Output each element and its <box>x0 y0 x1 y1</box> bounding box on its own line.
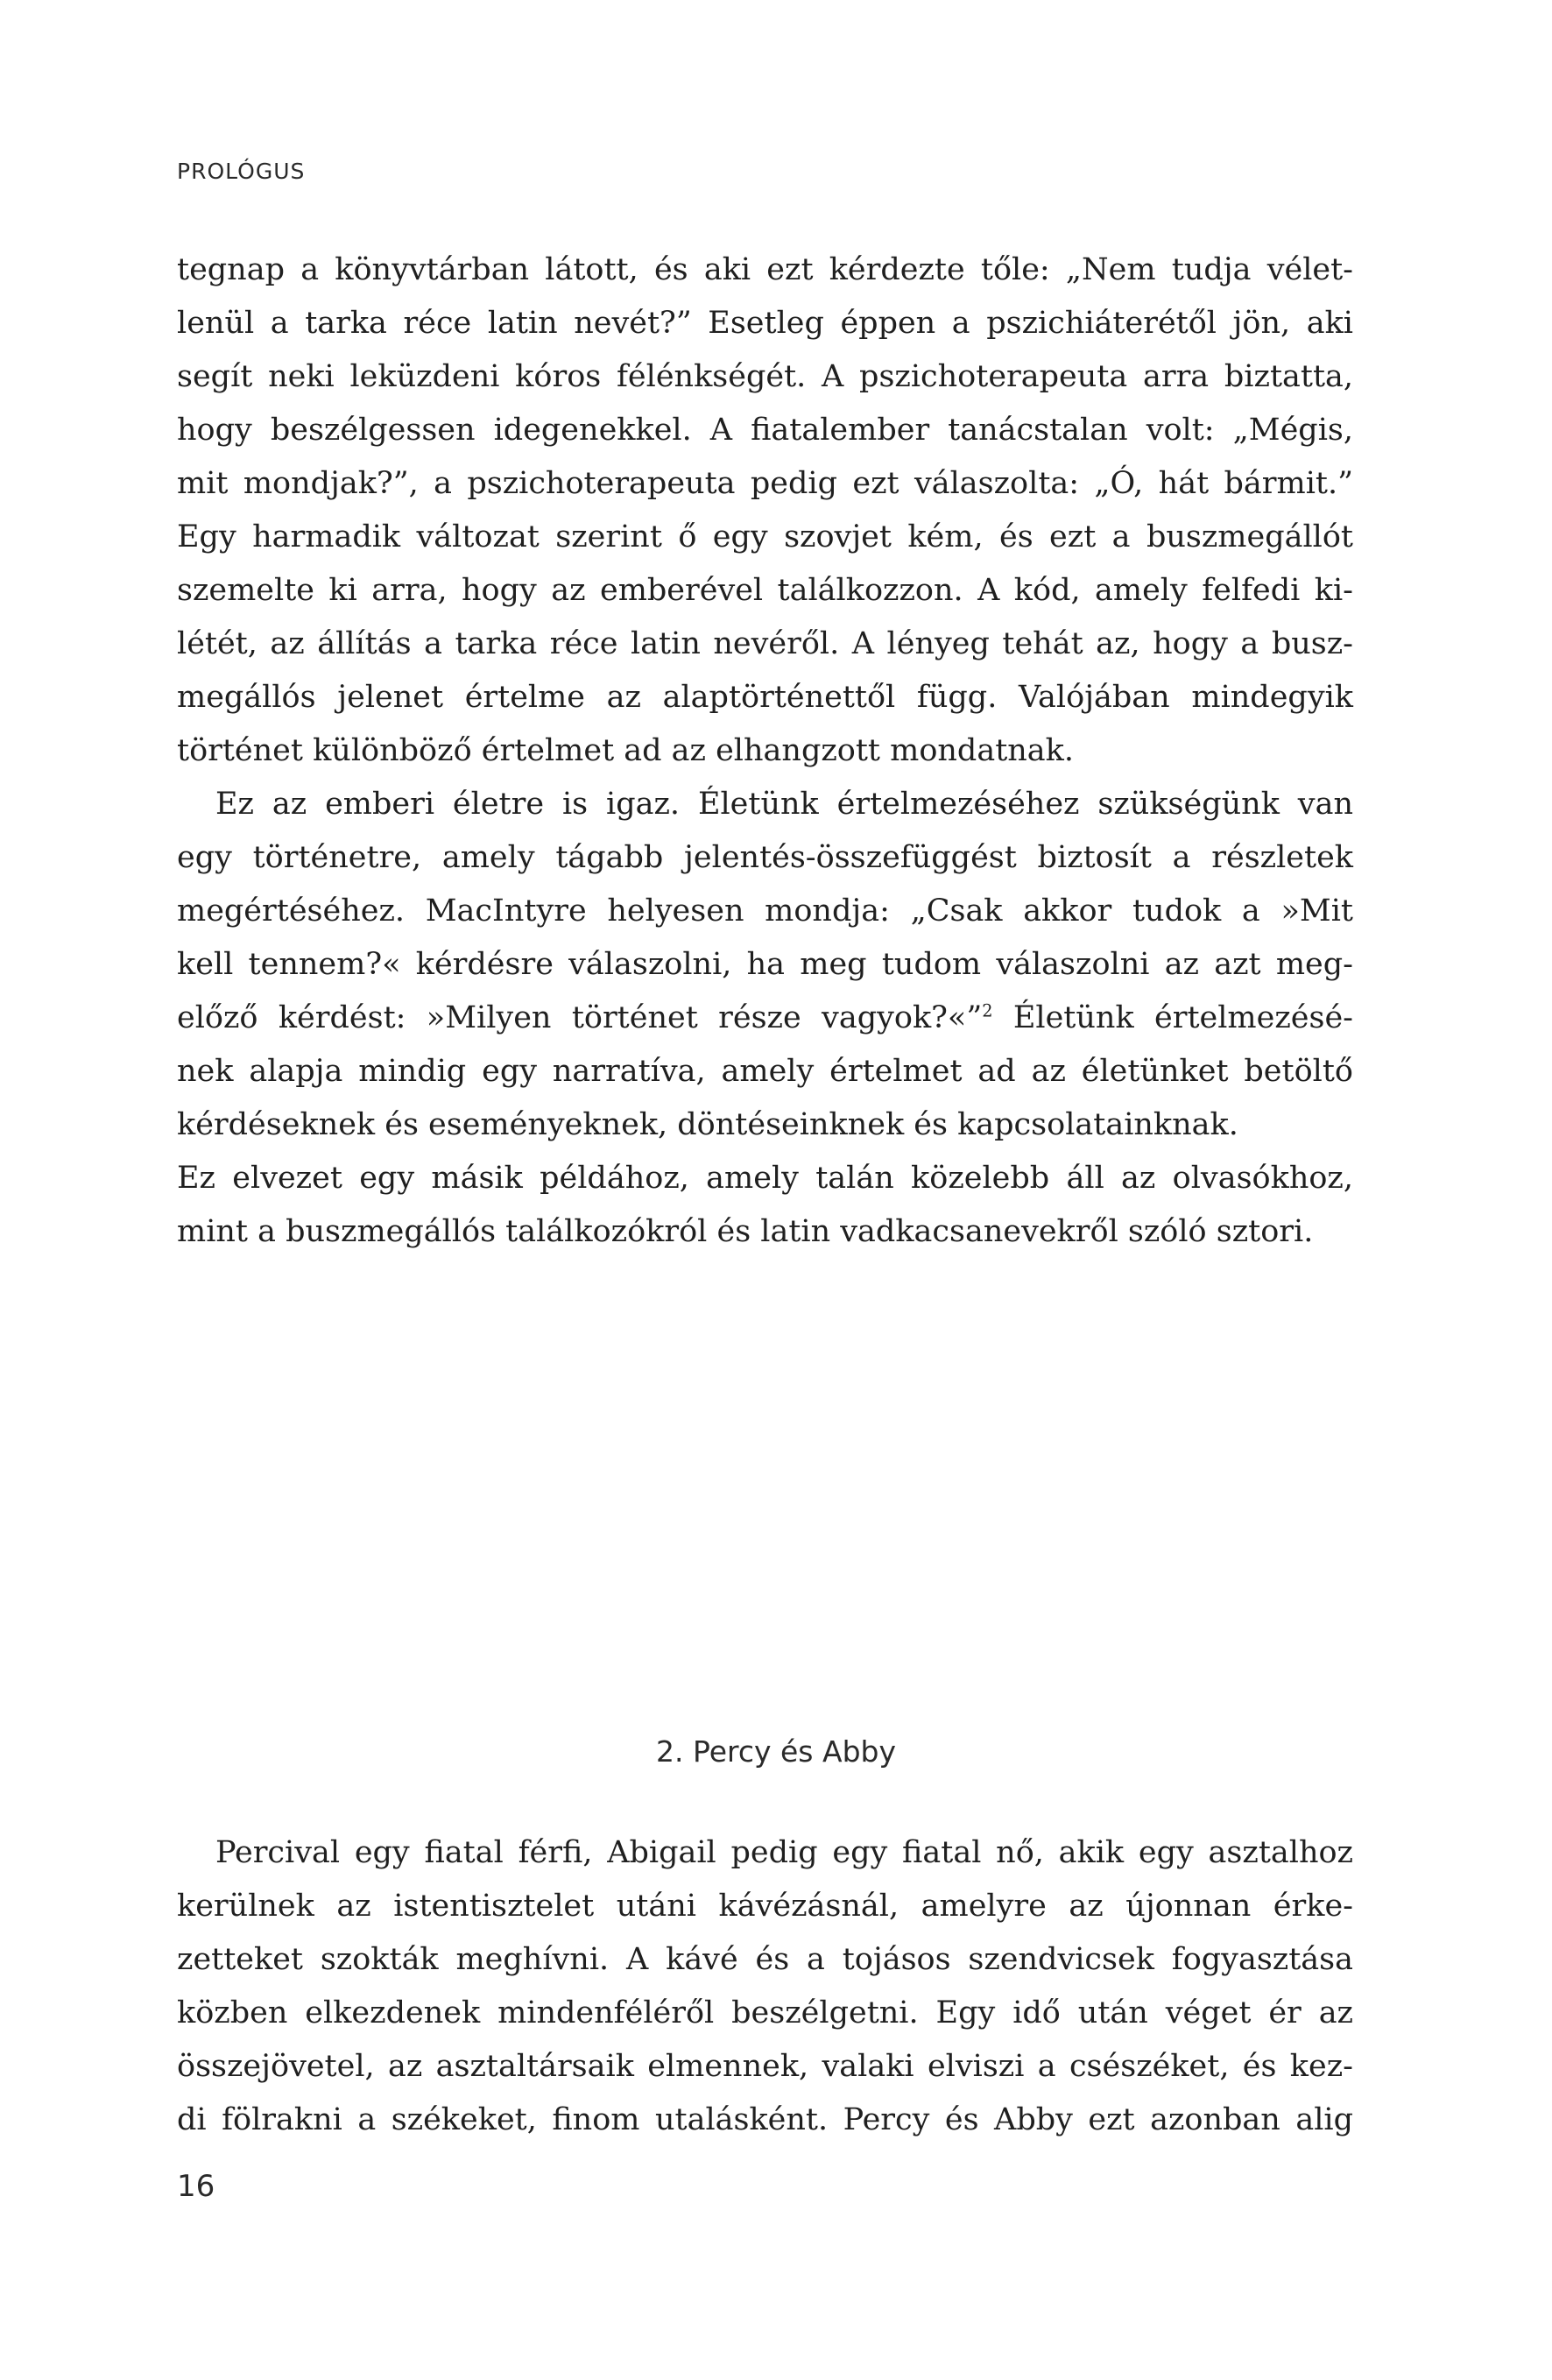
text-line: Egy harmadik változat szerint ő egy szovjet kém, és ezt a buszmegállót <box>177 519 1353 554</box>
text-line: zetteket szokták meghívni. A kávé és a tojásos szendvicsek fogyasztása <box>177 1942 1353 1977</box>
text-line: lenül a tarka réce latin nevét?” Esetleg éppen a pszichiáterétől jön, aki <box>177 306 1353 341</box>
text-line: mit mondjak?”, a pszichoterapeuta pedig ezt válaszolta: „Ó, hát bármit.” <box>177 466 1353 501</box>
text-line: összejövetel, az asztaltársaik elmennek, valaki elviszi a csészéket, és kez- <box>177 2049 1353 2084</box>
text-fragment: Életünk értelmezésé- <box>992 1000 1353 1035</box>
text-line: hogy beszélgessen idegenekkel. A fiatalember tanácstalan volt: „Mégis, <box>177 413 1353 448</box>
text-line: egy történetre, amely tágabb jelentés-összefüggést biztosít a részletek <box>177 840 1353 875</box>
text-line: mint a buszmegállós találkozókról és latin vadkacsanevekről szóló sztori. <box>177 1214 1314 1249</box>
text-line: szemelte ki arra, hogy az emberével találkozzon. A kód, amely felfedi ki- <box>177 573 1353 608</box>
paragraph-1 <box>177 244 1353 778</box>
text-line: történet különböző értelmet ad az elhangzott mondatnak. <box>177 733 1075 768</box>
text-line: megértéséhez. MacIntyre helyesen mondja: „Csak akkor tudok a »Mit <box>177 893 1353 929</box>
paragraph-3 <box>177 1152 1353 1259</box>
text-line: segít neki leküzdeni kóros félénkségét. A pszichoterapeuta arra biztatta, <box>177 359 1353 394</box>
text-line: Ez elvezet egy másik példához, amely talán közelebb áll az olvasókhoz, <box>177 1161 1353 1196</box>
footnote-reference: 2 <box>982 1000 993 1021</box>
text-line: közben elkezdenek mindenféléről beszélgetni. Egy idő után véget ér az <box>177 1995 1353 2030</box>
page-number: 16 <box>177 2169 215 2204</box>
text-line: tegnap a könyvtárban látott, és aki ezt kérdezte tőle: „Nem tudja vélet- <box>177 252 1353 287</box>
text-line: Ez az emberi életre is igaz. Életünk értelmezéséhez szükségünk van <box>215 787 1353 822</box>
text-line: létét, az állítás a tarka réce latin nevéről. A lényeg tehát az, hogy a busz- <box>177 626 1353 661</box>
running-head: PROLÓGUS <box>177 159 306 184</box>
text-line: nek alapja mindig egy narratíva, amely értelmet ad az életünket betöltő <box>177 1054 1353 1089</box>
text-line: kerülnek az istentisztelet utáni kávézásnál, amelyre az újonnan érke- <box>177 1889 1353 1924</box>
paragraph-2 <box>177 778 1353 1152</box>
text-line-with-footnote <box>177 992 1353 1045</box>
text-line: kell tennem?« kérdésre válaszolni, ha meg tudom válaszolni az azt meg- <box>177 947 1353 982</box>
text-line: di fölrakni a székeket, finom utalásként. Percy és Abby ezt azonban alig <box>177 2102 1353 2137</box>
text-line: kérdéseknek és eseményeknek, döntéseinknek és kapcsolatainknak. <box>177 1107 1238 1142</box>
body-text-top <box>177 244 1353 1259</box>
text-line: Percival egy fiatal férfi, Abigail pedig egy fiatal nő, akik egy asztalhoz <box>215 1835 1353 1870</box>
section-heading: 2. Percy és Abby <box>656 1734 896 1769</box>
text-fragment: előző kérdést: »Milyen történet része vagyok?«” <box>177 1000 983 1035</box>
body-text-bottom <box>177 1826 1353 2147</box>
text-line: megállós jelenet értelme az alaptörténettől függ. Valójában mindegyik <box>177 680 1353 715</box>
paragraph-4 <box>177 1826 1353 2147</box>
